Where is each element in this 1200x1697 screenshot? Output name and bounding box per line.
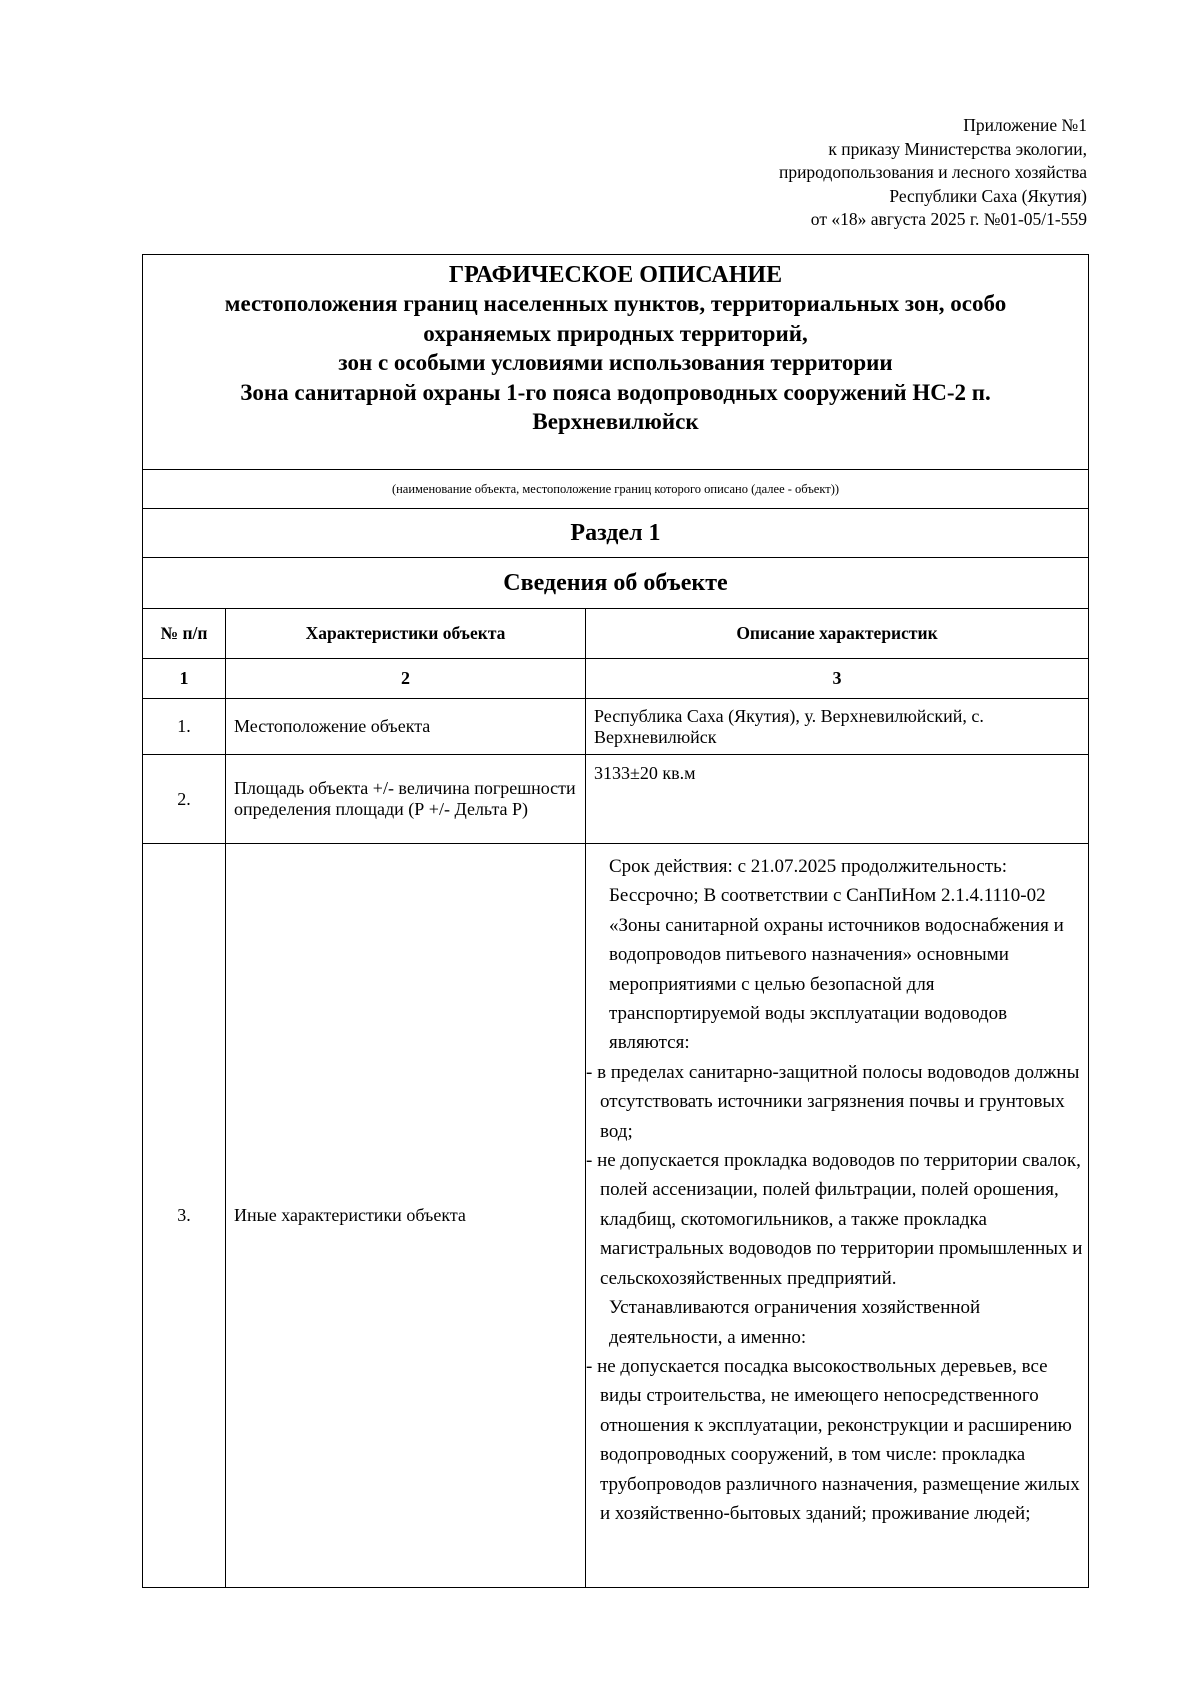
document-table: [142, 254, 1089, 1588]
column-header-number: № п/п: [143, 609, 226, 659]
object-caption: (наименование объекта, местоположение границ которого описано (далее - объект)): [143, 470, 1089, 509]
row-characteristic: Площадь объекта +/- величина погрешности определения площади (Р +/- Дельта Р): [226, 755, 586, 844]
table-row: [143, 755, 1089, 844]
description-text: [586, 844, 1088, 1528]
appendix-note-line: Республики Саха (Якутия): [889, 185, 1087, 206]
description-paragraph: Устанавливаются ограничения хозяйственной деятельности, а именно:: [609, 1297, 981, 1348]
row-value: [586, 844, 1089, 1588]
description-paragraph: Срок действия: с 21.07.2025 продолжительность: Бессрочно; В соответствии с СанПиНом 2.1.4.1110-02 «Зоны санитарной охраны источников водоснабжения и водопроводов питьевого назначения» основными мероприятиями с целью безопасной для транспортируемой воды эксплуатации водоводов являются:: [609, 856, 1064, 1054]
description-bullet: - не допускается посадка высокоствольных деревьев, все виды строительства, не имеющего непосредственного отношения к эксплуатации, реконструкции и расширению водопроводных сооружений, в том числе: прокладка трубопроводов различного назначения, размещение жилых и хозяйственно-бытовых зданий; проживание людей;: [586, 1355, 1080, 1524]
column-number: 3: [586, 659, 1089, 699]
title-line: Верхневилюйск: [532, 409, 699, 434]
document-title: ГРАФИЧЕСКОЕ ОПИСАНИЕ: [448, 262, 783, 288]
row-value: Республика Саха (Якутия), у. Верхневилюйский, с. Верхневилюйск: [586, 699, 1089, 755]
appendix-note-line: Приложение №1: [963, 115, 1087, 135]
title-line: местоположения границ населенных пунктов, территориальных зон, особо: [224, 291, 1007, 316]
row-value: 3133±20 кв.м: [586, 755, 1089, 844]
row-index: 1.: [143, 699, 226, 755]
row-characteristic: Иные характеристики объекта: [226, 844, 586, 1588]
column-number: 2: [226, 659, 586, 699]
title-line: зон с особыми условиями использования территории: [338, 350, 893, 375]
appendix-note-line: природопользования и лесного хозяйства: [778, 162, 1087, 182]
title-line: охраняемых природных территорий,: [423, 320, 808, 346]
title-block: [143, 255, 1089, 470]
column-header-characteristic: Характеристики объекта: [226, 609, 586, 659]
subsection-title: Сведения об объекте: [143, 558, 1089, 609]
row-index: 2.: [143, 755, 226, 844]
table-row: [143, 844, 1089, 1588]
appendix-note-line: к приказу Министерства экологии,: [828, 138, 1087, 159]
description-bullet: - не допускается прокладка водоводов по территории свалок, полей ассенизации, полей фильтрации, полей орошения, кладбищ, скотомогильников, а также прокладка магистральных водоводов по территории промышленных и сельскохозяйственных предприятий.: [586, 1150, 1083, 1289]
description-bullet: - в пределах санитарно-защитной полосы водоводов должны отсутствовать источники загрязнения почвы и грунтовых вод;: [586, 1061, 1080, 1142]
title-line: Зона санитарной охраны 1-го пояса водопроводных сооружений НС-2 п.: [240, 379, 991, 405]
row-characteristic: Местоположение объекта: [226, 699, 586, 755]
column-header-description: Описание характеристик: [586, 609, 1089, 659]
appendix-note-line: от «18» августа 2025 г. №01-05/1-559: [810, 209, 1087, 229]
table-row: [143, 699, 1089, 755]
row-index: 3.: [143, 844, 226, 1588]
column-number: 1: [143, 659, 226, 699]
section-title: Раздел 1: [143, 509, 1089, 558]
appendix-note: [779, 114, 1087, 232]
